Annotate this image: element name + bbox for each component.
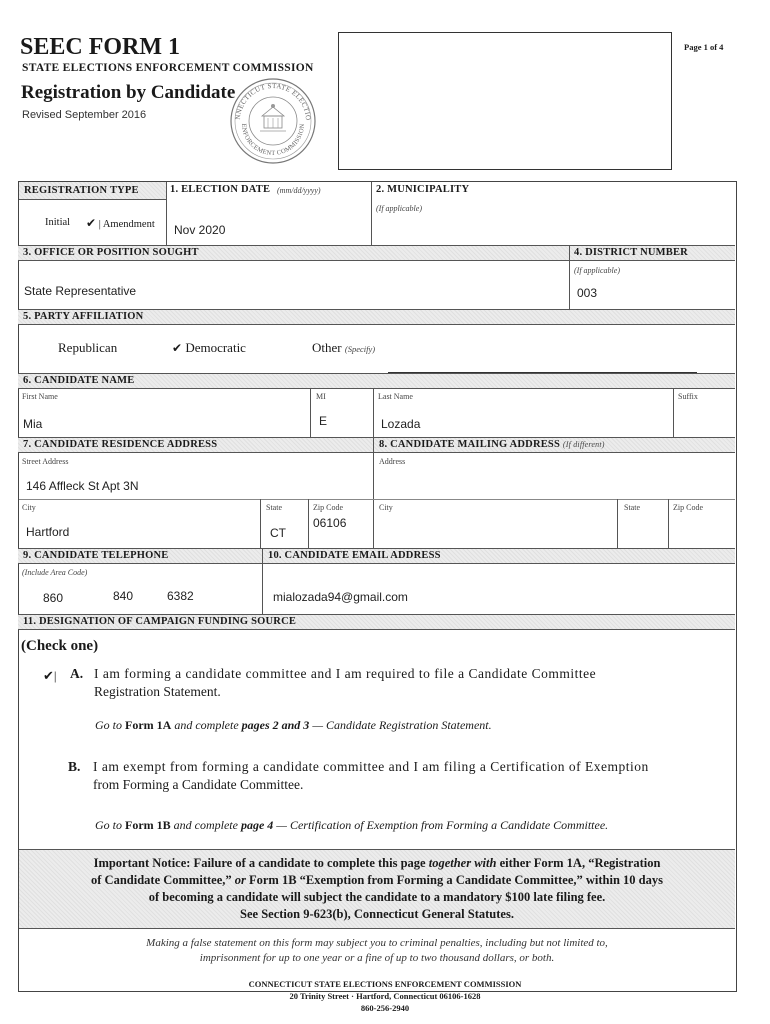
candidate-name-label: 6. CANDIDATE NAME — [23, 375, 135, 386]
election-date-value[interactable]: Nov 2020 — [174, 223, 226, 237]
street-address-label: Street Address — [22, 457, 69, 466]
page-number: Page 1 of 4 — [684, 42, 724, 52]
office-label: 3. OFFICE OR POSITION SOUGHT — [23, 247, 199, 258]
democratic-option[interactable] — [172, 340, 246, 356]
zip-value[interactable]: 06106 — [313, 516, 347, 530]
amendment-label: Amendment — [102, 219, 155, 230]
option-a-text-line2: Registration Statement. — [94, 684, 221, 699]
street-address-value[interactable]: 146 Affleck St Apt 3N — [26, 479, 139, 493]
mailing-city-label: City — [379, 503, 393, 512]
option-b-text-line1: I am exempt from forming a candidate committee and I am filing a Certification of Exemption — [93, 759, 649, 774]
option-a-goto: Go to — [95, 718, 122, 732]
notice-line2c: Form 1B “Exemption from Forming a Candidate Committee,” within 10 days — [249, 873, 663, 887]
warning-line2: imprisonment for up to one year or a fine of up to two thousand dollars, or both. — [199, 952, 555, 964]
election-date-label: 1. ELECTION DATE — [170, 184, 271, 195]
seal-top-text: NNECTICUT STATE ELECTIO — [233, 81, 313, 121]
email-value[interactable]: mialozada94@gmail.com — [273, 590, 408, 604]
registration-type-label: REGISTRATION TYPE — [24, 185, 139, 196]
notice-line3: of becoming a candidate will subject the candidate to a mandatory $100 late filing fee. — [148, 890, 606, 904]
option-b-page: page 4 — [240, 818, 274, 832]
other-label: Other — [312, 340, 342, 355]
other-hint: (Specify) — [344, 344, 376, 354]
phone-prefix[interactable]: 840 — [113, 589, 134, 603]
option-a-pages: pages 2 and 3 — [241, 718, 310, 732]
mailing-address-label: Address — [379, 457, 406, 466]
check-one-heading: (Check one) — [21, 638, 99, 654]
initial-label: Initial — [45, 217, 71, 228]
amendment-option[interactable]: ✔ | Amendment — [86, 216, 155, 230]
other-option[interactable] — [312, 340, 375, 356]
option-a-instructions — [95, 718, 492, 733]
mailing-zip-label: Zip Code — [673, 503, 703, 512]
option-b-letter: B. — [68, 759, 81, 774]
notice-line4: See Section 9-623(b), Connecticut General Statutes. — [240, 907, 514, 921]
option-b-text-line2: from Forming a Candidate Committee. — [93, 777, 304, 792]
option-b-instructions — [95, 818, 608, 833]
state-label: State — [266, 503, 282, 512]
notice-line2b: or — [234, 873, 246, 887]
mi-value[interactable]: E — [319, 414, 328, 428]
option-b-goto: Go to — [95, 818, 122, 832]
state-value[interactable]: CT — [270, 526, 286, 540]
office-value[interactable]: State Representative — [24, 284, 137, 298]
telephone-label: 9. CANDIDATE TELEPHONE — [23, 550, 169, 561]
agency-name: STATE ELECTIONS ENFORCEMENT COMMISSION — [22, 62, 314, 74]
email-label: 10. CANDIDATE EMAIL ADDRESS — [268, 550, 441, 561]
district-label: 4. DISTRICT NUMBER — [574, 247, 688, 258]
initial-option[interactable] — [45, 217, 70, 228]
form-title: SEEC FORM 1 — [20, 34, 181, 60]
footer — [0, 978, 770, 1014]
zip-label: Zip Code — [313, 503, 343, 512]
false-statement-warning — [19, 936, 735, 966]
election-date-hint: (mm/dd/yyyy) — [277, 186, 321, 195]
notice-line1c: either Form 1A, “Registration — [499, 856, 661, 870]
warning-line1: Making a false statement on this form may subject you to criminal penalties, including but not limited to, — [146, 937, 608, 949]
svg-text:CONNECTICUT STATE ELECTIONS — [228, 76, 312, 121]
mailing-hint: (If different) — [562, 440, 605, 449]
mailing-label-text: 8. CANDIDATE MAILING ADDRESS — [379, 439, 561, 450]
republican-option[interactable]: Republican — [58, 340, 118, 355]
seal-bottom-text: ENFORCEMENT COMMISSION — [239, 123, 307, 158]
city-value[interactable]: Hartford — [26, 525, 70, 539]
revised-date: Revised September 2016 — [22, 109, 147, 121]
phone-area-code[interactable]: 860 — [43, 591, 64, 605]
option-b-certification: — Certification of Exemption from Forming a Candidate Committee. — [276, 818, 609, 832]
first-name-label: First Name — [22, 392, 58, 401]
democratic-label: Democratic — [185, 340, 246, 355]
notice-line1a: Important Notice: Failure of a candidate to complete this page — [93, 856, 426, 870]
footer-agency: CONNECTICUT STATE ELECTIONS ENFORCEMENT COMMISSION — [248, 979, 522, 989]
last-name-label: Last Name — [378, 392, 413, 401]
footer-address: 20 Trinity Street · Hartford, Connecticut 06106-1628 — [289, 991, 481, 1001]
form-subtitle: Registration by Candidate — [21, 82, 236, 103]
option-b-checkbox[interactable] — [50, 760, 60, 774]
mailing-state-label: State — [624, 503, 640, 512]
city-label: City — [22, 503, 36, 512]
option-a-complete: and complete — [174, 718, 239, 732]
option-a-text-line1: I am forming a candidate committee and I am required to file a Candidate Committee — [94, 666, 597, 681]
important-notice — [19, 849, 735, 929]
last-name-value[interactable]: Lozada — [381, 417, 421, 431]
option-a-statement: — Candidate Registration Statement. — [312, 718, 492, 732]
suffix-label: Suffix — [678, 392, 698, 401]
telephone-hint: (Include Area Code) — [22, 568, 88, 577]
municipality-label: 2. MUNICIPALITY — [376, 184, 470, 195]
first-name-value[interactable]: Mia — [23, 417, 43, 431]
option-a-letter: A. — [70, 666, 84, 681]
notice-line2a: of Candidate Committee,” — [91, 873, 232, 887]
option-b-complete: and complete — [173, 818, 238, 832]
funding-label: 11. DESIGNATION OF CAMPAIGN FUNDING SOURCE — [23, 616, 297, 627]
mi-label: MI — [316, 392, 326, 401]
democratic-check-icon: ✔ — [172, 341, 183, 355]
residence-label: 7. CANDIDATE RESIDENCE ADDRESS — [23, 439, 218, 450]
office-use-box — [338, 32, 672, 170]
party-label: 5. PARTY AFFILIATION — [23, 311, 144, 322]
phone-line-number[interactable]: 6382 — [167, 589, 194, 603]
amendment-check-icon: ✔ — [86, 216, 97, 230]
option-a-checkbox[interactable]: ✔| — [43, 668, 57, 683]
district-hint: (If applicable) — [574, 266, 620, 275]
notice-line1b: together with — [428, 856, 497, 870]
form-1b-reference: Form 1B — [125, 818, 171, 832]
other-specify-line[interactable] — [388, 360, 697, 373]
footer-phone: 860-256-2940 — [360, 1003, 410, 1013]
district-value[interactable]: 003 — [577, 286, 598, 300]
mailing-label — [379, 439, 605, 450]
option-a-check-icon: ✔ — [43, 668, 54, 683]
commission-seal — [228, 76, 318, 166]
form-1a-reference: Form 1A — [125, 718, 172, 732]
municipality-hint: (If applicable) — [376, 204, 422, 213]
